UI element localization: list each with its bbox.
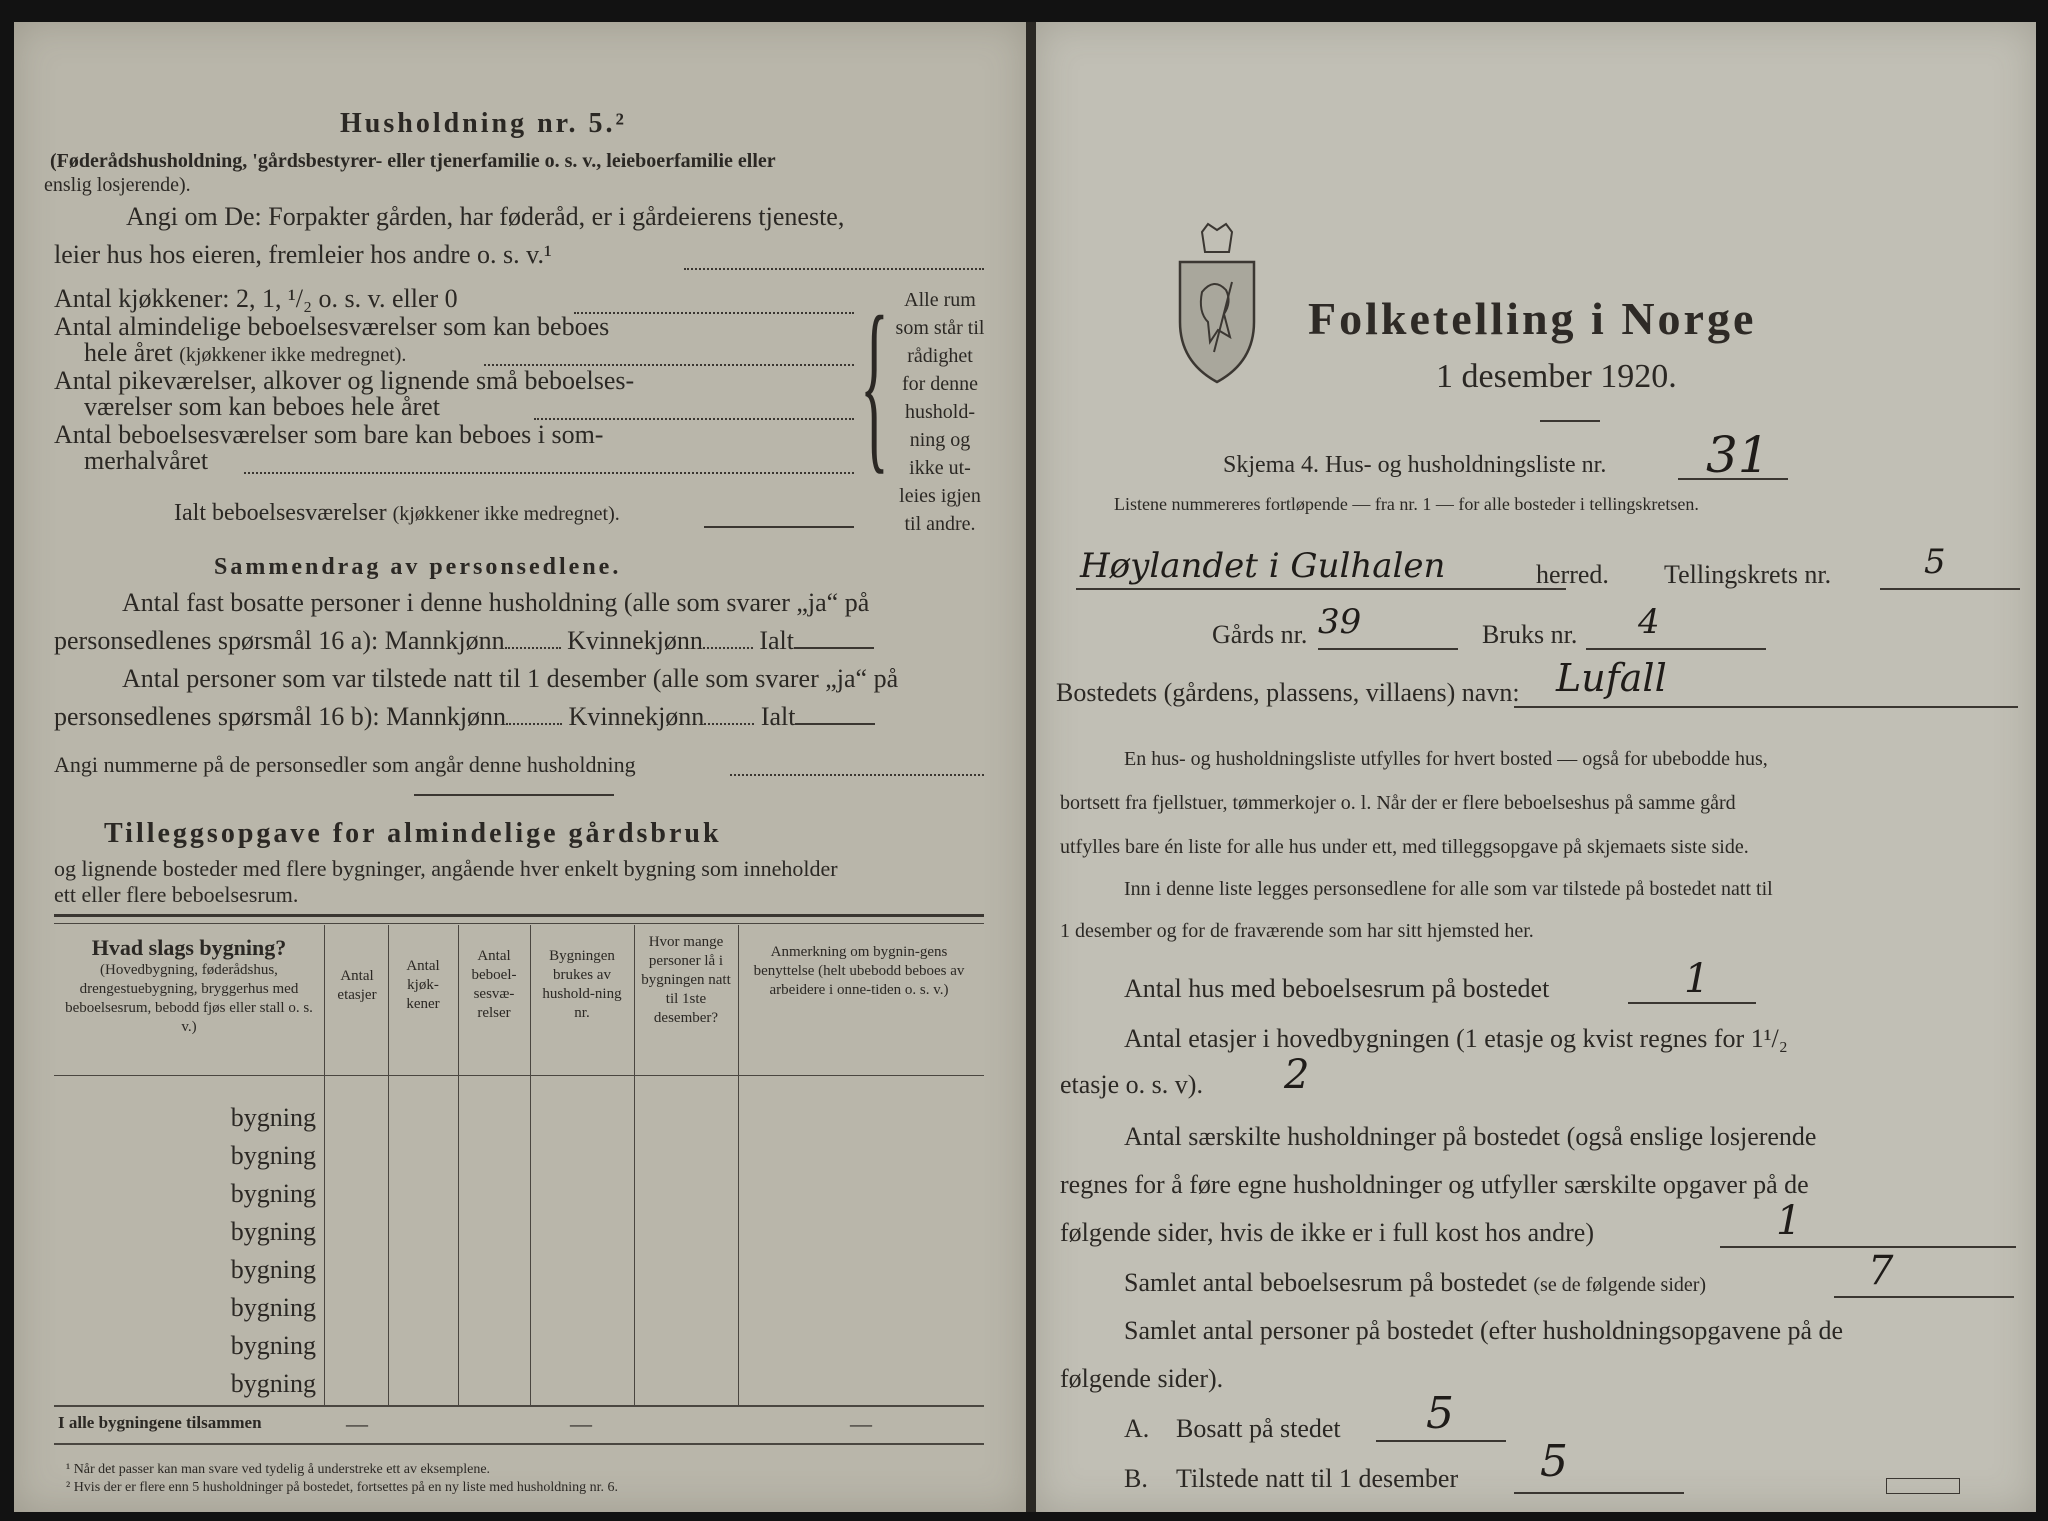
gards-number: 39 <box>1318 602 1362 642</box>
listene-note: Listene nummereres fortløpende — fra nr. 1 — for alle bosteder i tellingskretsen. <box>1114 494 1699 514</box>
table-row: bygning <box>230 1331 316 1360</box>
household-subtitle-2: enslig losjerende). <box>44 174 191 196</box>
answer-line <box>684 268 984 270</box>
total-husholdning: — <box>570 1411 592 1436</box>
curly-brace: { <box>860 278 889 490</box>
col-header-beboelses: Antal beboel-sesvæ-relser <box>471 948 517 1021</box>
answer-line <box>1834 1296 2014 1298</box>
a-rum: 7 <box>1868 1248 1894 1294</box>
answer-line <box>1678 478 1788 480</box>
table-rule <box>54 1075 984 1076</box>
a-row-label: A. <box>1124 1414 1150 1443</box>
answer-line <box>244 472 854 474</box>
page-gutter <box>1026 22 1036 1512</box>
rom1-question-a: Antal almindelige beboelsesværelser som kan beboes <box>54 312 610 341</box>
table-rule <box>54 1405 984 1407</box>
footnote-2: ² Hvis der er flere enn 5 husholdninger på bostedet, fortsettes på en ny liste med husholdning nr. 6. <box>66 1480 619 1495</box>
herred-label: herred. <box>1536 560 1609 589</box>
q-pers-1: Samlet antal personer på bostedet (efter husholdningsopgavene på de <box>1124 1316 1844 1345</box>
a-etasjer: 2 <box>1284 1052 1310 1098</box>
answer-line <box>704 526 854 528</box>
rom3-question-b: merhalvåret <box>84 446 209 475</box>
angi-nummerne: Angi nummerne på de personsedler som angår denne husholdning <box>54 752 636 777</box>
q-rum: Samlet antal beboelsesrum på bostedet (se de følgende sider) <box>1124 1268 1707 1297</box>
b-row-label: B. <box>1124 1464 1148 1493</box>
table-row: bygning <box>230 1369 316 1398</box>
col-header-anmerkning: Anmerkning om bygnin-gens benyttelse (helt ubebodd beboes av arbeidere i onne-tiden o. s. v.) <box>753 944 965 998</box>
gards-label: Gårds nr. <box>1212 620 1308 649</box>
col-header-personer: Hvor mange personer lå i bygningen natt til 1ste desember? <box>641 934 731 1026</box>
answer-line <box>1628 1002 1756 1004</box>
sammendrag-q1a: Antal fast bosatte personer i denne husholdning (alle som svarer „ja“ på <box>122 588 870 617</box>
right-page <box>1036 22 2036 1512</box>
table-row: bygning <box>230 1179 316 1208</box>
q-etasjer-1: Antal etasjer i hovedbygningen (1 etasje og kvist regnes for 1¹/₂ <box>1124 1024 1788 1053</box>
tellingskrets-number: 5 <box>1924 542 1946 582</box>
buildings-table <box>54 914 984 1457</box>
q-hush-3: følgende sider, hvis de ikke er i full kost hos andre) <box>1060 1218 1594 1247</box>
left-page <box>14 22 1026 1512</box>
q-hush-1: Antal særskilte husholdninger på bostedet (også enslige losjerende <box>1124 1122 1817 1151</box>
total-anmerkning: — <box>850 1411 872 1436</box>
rom1-question-b: hele året (kjøkkener ikke medregnet). <box>84 338 407 367</box>
col-header-etasjer: Antal etasjer <box>337 968 377 1003</box>
q-pers-2: følgende sider). <box>1060 1364 1224 1393</box>
answer-line <box>1376 1440 1506 1442</box>
sammendrag-title: Sammendrag av personsedlene. <box>214 554 622 580</box>
household-subtitle: (Føderådshusholdning, 'gårdsbestyrer- eller tjenerfamilie o. s. v., leieboerfamilie eller <box>50 150 776 172</box>
answer-line <box>1514 1492 1684 1494</box>
instruction-4: Inn i denne liste legges personsedlene for alle som var tilstede på bostedet natt til <box>1124 878 1773 900</box>
instruction-1: En hus- og husholdningsliste utfylles for hvert bosted — også for ubebodde hus, <box>1124 748 1768 770</box>
a-hus: 1 <box>1684 956 1710 1002</box>
total-label: I alle bygningene tilsammen <box>58 1413 262 1432</box>
instruction-2: bortsett fra fjellstuer, tømmerkojer o. l. Når der er flere beboelseshus på samme gård <box>1060 792 1736 814</box>
table-col-line <box>458 925 459 1405</box>
skjema-label: Skjema 4. Hus- og husholdningsliste nr. <box>1223 452 1607 478</box>
side-note: Alle rum som står til rådighet for denne hushold- ning og ikke ut- leies igjen til andre. <box>895 289 985 535</box>
bruks-number: 4 <box>1638 602 1660 642</box>
rom2-question-a: Antal pikeværelser, alkover og lignende små beboelses- <box>54 366 635 395</box>
q-etasjer-2: etasje o. s. v). <box>1060 1070 1203 1099</box>
bosted-label: Bostedets (gårdens, plassens, villaens) navn: <box>1056 678 1520 707</box>
instruction-3: utfylles bare én liste for alle hus under ett, med tilleggsopgave på skjemaets siste side. <box>1060 836 1749 858</box>
b-row-value: 5 <box>1540 1436 1568 1487</box>
table-col-line <box>324 925 325 1405</box>
household-title: Husholdning nr. 5.² <box>340 108 627 139</box>
a-hush: 1 <box>1776 1198 1802 1244</box>
b-row-text: Tilstede natt til 1 desember <box>1176 1464 1459 1493</box>
tillegg-desc-2: ett eller flere beboelsesrum. <box>54 882 299 907</box>
coat-of-arms-icon <box>1174 222 1260 392</box>
angi-question-1: Angi om De: Forpakter gården, har føderåd, er i gårdeierens tjeneste, <box>126 202 845 231</box>
answer-line <box>1514 706 2018 708</box>
divider <box>1540 420 1600 422</box>
a-row-text: Bosatt på stedet <box>1176 1414 1341 1443</box>
answer-line <box>1318 648 1458 650</box>
table-col-line <box>738 925 739 1405</box>
bosted-name: Lufall <box>1556 656 1667 700</box>
rom2-question-b: værelser som kan beboes hele året <box>84 392 440 421</box>
table-rule <box>54 923 984 924</box>
table-rule <box>54 1443 984 1445</box>
table-row: bygning <box>230 1217 316 1246</box>
q-hus: Antal hus med beboelsesrum på bostedet <box>1124 974 1550 1003</box>
ialt-rom-question: Ialt beboelsesværelser (kjøkkener ikke medregnet). <box>174 500 620 526</box>
tillegg-desc-1: og lignende bosteder med flere bygninger, angående hver enkelt bygning som inneholder <box>54 856 838 881</box>
table-col-line <box>388 925 389 1405</box>
answer-line <box>1076 588 1566 590</box>
col-header-kjokkener: Antal kjøk-kener <box>406 958 440 1012</box>
col-header-hvad: Hvad slags bygning? (Hovedbygning, føderådshus, drengestuebygning, bryggerhus med beboelsesrum, bebodd fjøs eller stall o. s. v.) <box>65 935 313 1035</box>
kjokkener-question: Antal kjøkkener: 2, 1, ¹/₂ o. s. v. eller 0 <box>54 284 458 313</box>
sammendrag-q2a: Antal personer som var tilstede natt til 1 desember (alle som svarer „ja“ på <box>122 664 899 693</box>
table-row: bygning <box>230 1141 316 1170</box>
footnote-1: ¹ Når det passer kan man svare ved tydelig å understreke ett av eksemplene. <box>66 1462 491 1477</box>
census-date: 1 desember 1920. <box>1436 358 1677 395</box>
a-row-value: 5 <box>1426 1388 1454 1439</box>
tillegg-title: Tilleggsopgave for almindelige gårdsbruk <box>104 818 722 849</box>
table-row: bygning <box>230 1103 316 1132</box>
table-row: bygning <box>230 1293 316 1322</box>
herred-value: Høylandet i Gulhalen <box>1080 546 1446 586</box>
divider <box>414 794 614 796</box>
census-title: Folketelling i Norge <box>1308 293 1757 344</box>
tellingskrets-label: Tellingskrets nr. <box>1664 560 1832 589</box>
table-col-line <box>634 925 635 1405</box>
table-col-line <box>530 925 531 1405</box>
angi-question-2: leier hus hos eieren, fremleier hos andre o. s. v.¹ <box>54 240 552 269</box>
table-row: bygning <box>230 1255 316 1284</box>
answer-line <box>730 774 984 776</box>
col-header-brukes: Bygningen brukes av hushold-ning nr. <box>542 948 622 1021</box>
rom3-question-a: Antal beboelsesværelser som bare kan beboes i som- <box>54 420 604 449</box>
instruction-5: 1 desember og for de fraværende som har sitt hjemsted her. <box>1060 920 1534 942</box>
total-etasjer: — <box>346 1411 368 1436</box>
printer-stamp <box>1886 1478 1960 1494</box>
bruks-label: Bruks nr. <box>1482 620 1578 649</box>
sammendrag-q2b: personsedlenes spørsmål 16 b): Mannkjønn Kvinnekjønn Ialt <box>54 702 875 732</box>
sammendrag-q1b: personsedlenes spørsmål 16 a): Mannkjønn Kvinnekjønn Ialt <box>54 626 874 656</box>
answer-line <box>1586 648 1766 650</box>
answer-line <box>574 312 854 314</box>
skjema-number: 31 <box>1706 426 1770 484</box>
answer-line <box>1880 588 2020 590</box>
q-hush-2: regnes for å føre egne husholdninger og utfyller særskilte opgaver på de <box>1060 1170 1809 1199</box>
